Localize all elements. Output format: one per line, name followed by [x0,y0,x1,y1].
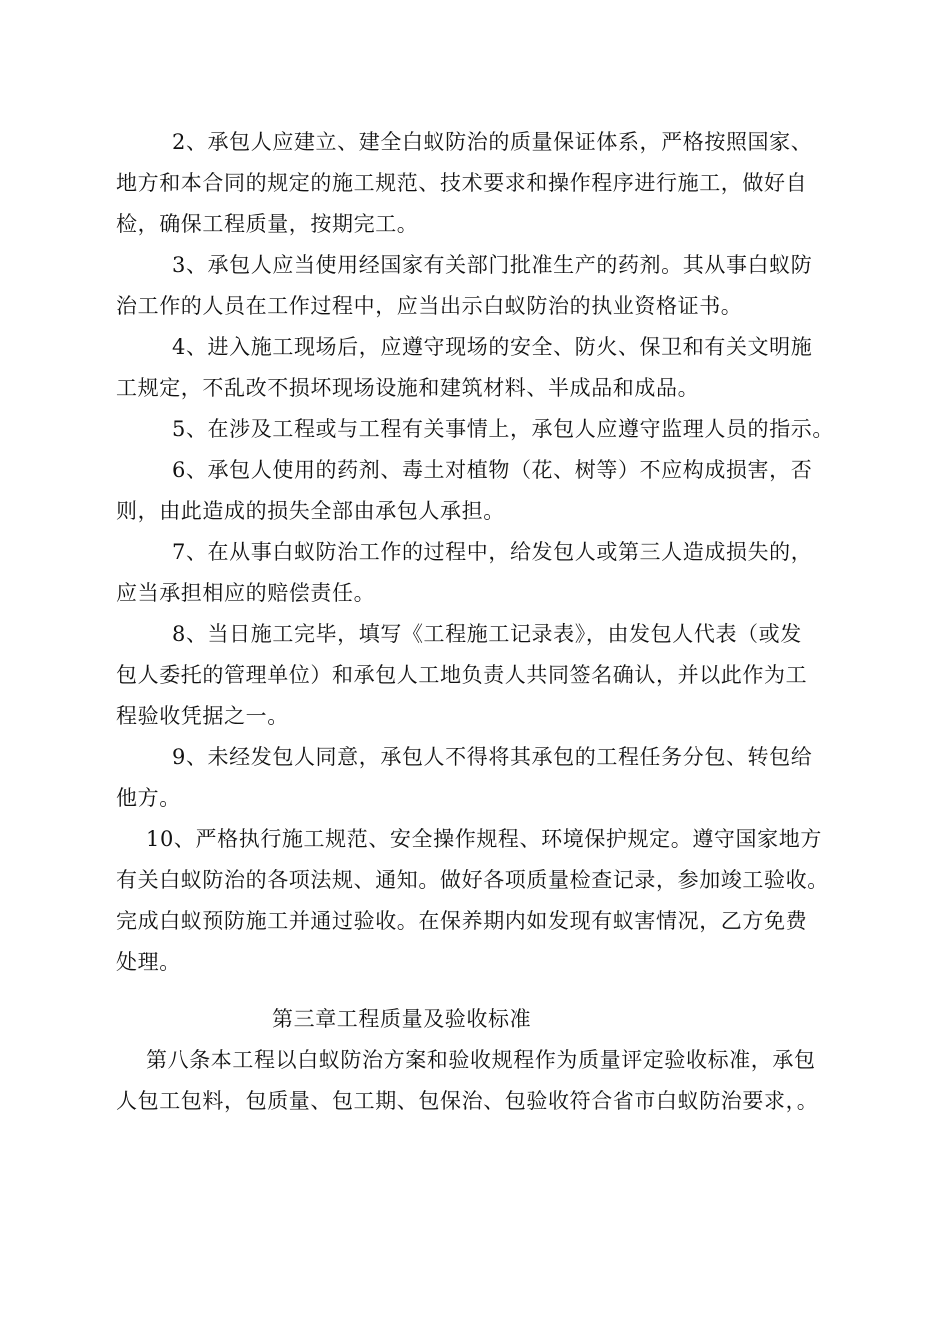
clause-3-line-1: 3、承包人应当使用经国家有关部门批准生产的药剂。其从事白蚁防 [172,253,813,277]
clause-10-line-3: 完成白蚁预防施工并通过验收。在保养期内如发现有蚁害情况，乙方免费 [116,909,808,933]
clause-8-line-2: 包人委托的管理单位）和承包人工地负责人共同签名确认，并以此作为工 [116,663,808,687]
clause-2-line-1: 2、承包人应建立、建全白蚁防治的质量保证体系，严格按照国家、 [172,130,813,154]
clause-6-line-2: 则，由此造成的损失全部由承包人承担。 [116,499,505,523]
clause-4-line-2: 工规定，不乱改不损坏现场设施和建筑材料、半成品和成品。 [116,376,700,400]
clause-8-line-1: 8、当日施工完毕，填写《工程施工记录表》，由发包人代表（或发 [172,622,802,646]
clause-10-line-1: 10、严格执行施工规范、安全操作规程、环境保护规定。遵守国家地方 [146,827,822,851]
clause-9-line-2: 他方。 [116,786,181,810]
clause-4-line-1: 4、进入施工现场后，应遵守现场的安全、防火、保卫和有关文明施 [172,335,813,359]
clause-2-line-2: 地方和本合同的规定的施工规范、技术要求和操作程序进行施工，做好自 [116,171,808,195]
clause-5-line-1: 5、在涉及工程或与工程有关事情上，承包人应遵守监理人员的指示。 [172,417,834,441]
clause-2-line-3: 检，确保工程质量，按期完工。 [116,212,419,236]
clause-10-line-2: 有关白蚁防治的各项法规、通知。做好各项质量检查记录，参加竣工验收。 [116,868,829,892]
clause-10-line-4: 处理。 [116,950,181,974]
clause-8-line-3: 程验收凭据之一。 [116,704,289,728]
article-8-line-1: 第八条本工程以白蚁防治方案和验收规程作为质量评定验收标准，承包 [146,1048,816,1072]
clause-7-line-2: 应当承担相应的赔偿责任。 [116,581,376,605]
article-8-line-2: 人包工包料，包质量、包工期、包保治、包验收符合省市白蚁防治要求，。 [116,1089,819,1113]
clause-7-line-1: 7、在从事白蚁防治工作的过程中，给发包人或第三人造成损失的， [172,540,813,564]
clause-6-line-1: 6、承包人使用的药剂、毒土对植物（花、树等）不应构成损害，否 [172,458,813,482]
chapter-heading: 第三章工程质量及验收标准 [272,1007,532,1031]
clause-3-line-2: 治工作的人员在工作过程中，应当出示白蚁防治的执业资格证书。 [116,294,743,318]
clause-9-line-1: 9、未经发包人同意，承包人不得将其承包的工程任务分包、转包给 [172,745,813,769]
